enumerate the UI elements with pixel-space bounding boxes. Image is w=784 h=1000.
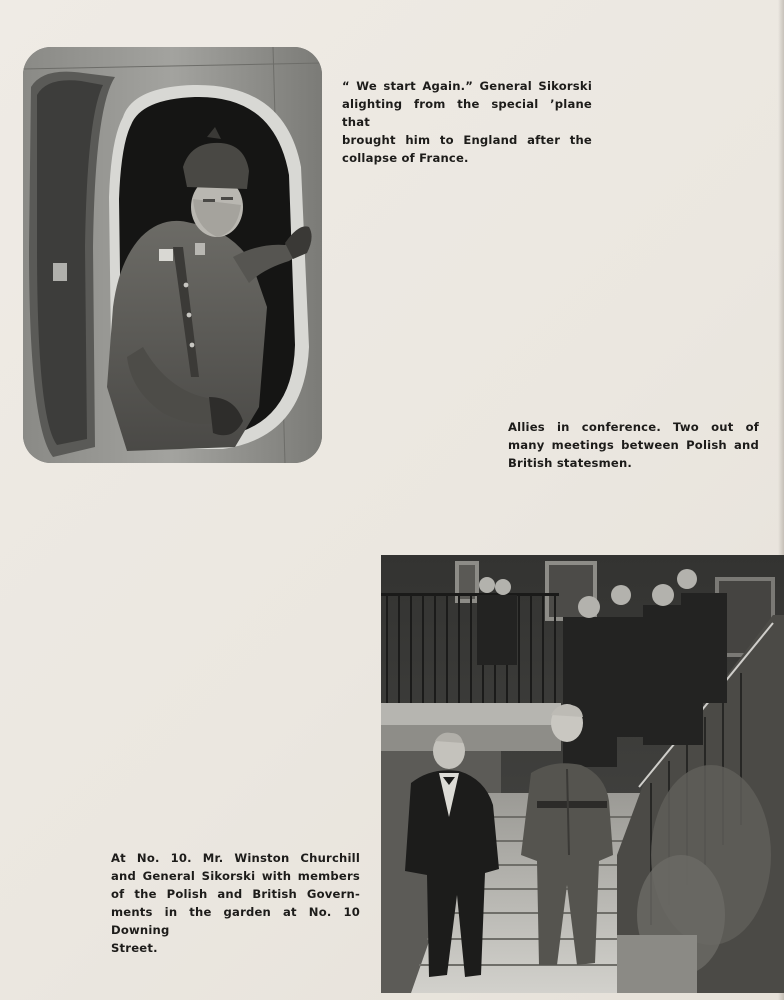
caption-no10: [111, 849, 360, 957]
caption-line: brought him to England after the: [342, 133, 592, 147]
caption-line: British statesmen.: [508, 456, 633, 470]
downing-street-illustration: [381, 555, 784, 993]
photo-sikorski-plane: [23, 47, 322, 463]
caption-line: collapse of France.: [342, 151, 469, 165]
caption-line: ments in the garden at No. 10 Downing: [111, 905, 360, 937]
photo-downing-street: [381, 555, 784, 993]
caption-line: and General Sikorski with members: [111, 869, 360, 883]
caption-line: Allies in conference. Two out of: [508, 420, 759, 434]
caption-line: alighting from the special ’plane that: [342, 97, 592, 129]
plane-door-illustration: [23, 47, 322, 463]
caption-allies-conference: [508, 418, 759, 472]
caption-line: Street.: [111, 941, 158, 955]
caption-line: of the Polish and British Govern-: [111, 887, 360, 901]
caption-line: “ We start Again.” General Sikorski: [342, 79, 592, 93]
caption-sikorski-plane: [342, 77, 592, 167]
caption-line: many meetings between Polish and: [508, 438, 759, 452]
caption-line: At No. 10. Mr. Winston Churchill: [111, 851, 360, 865]
